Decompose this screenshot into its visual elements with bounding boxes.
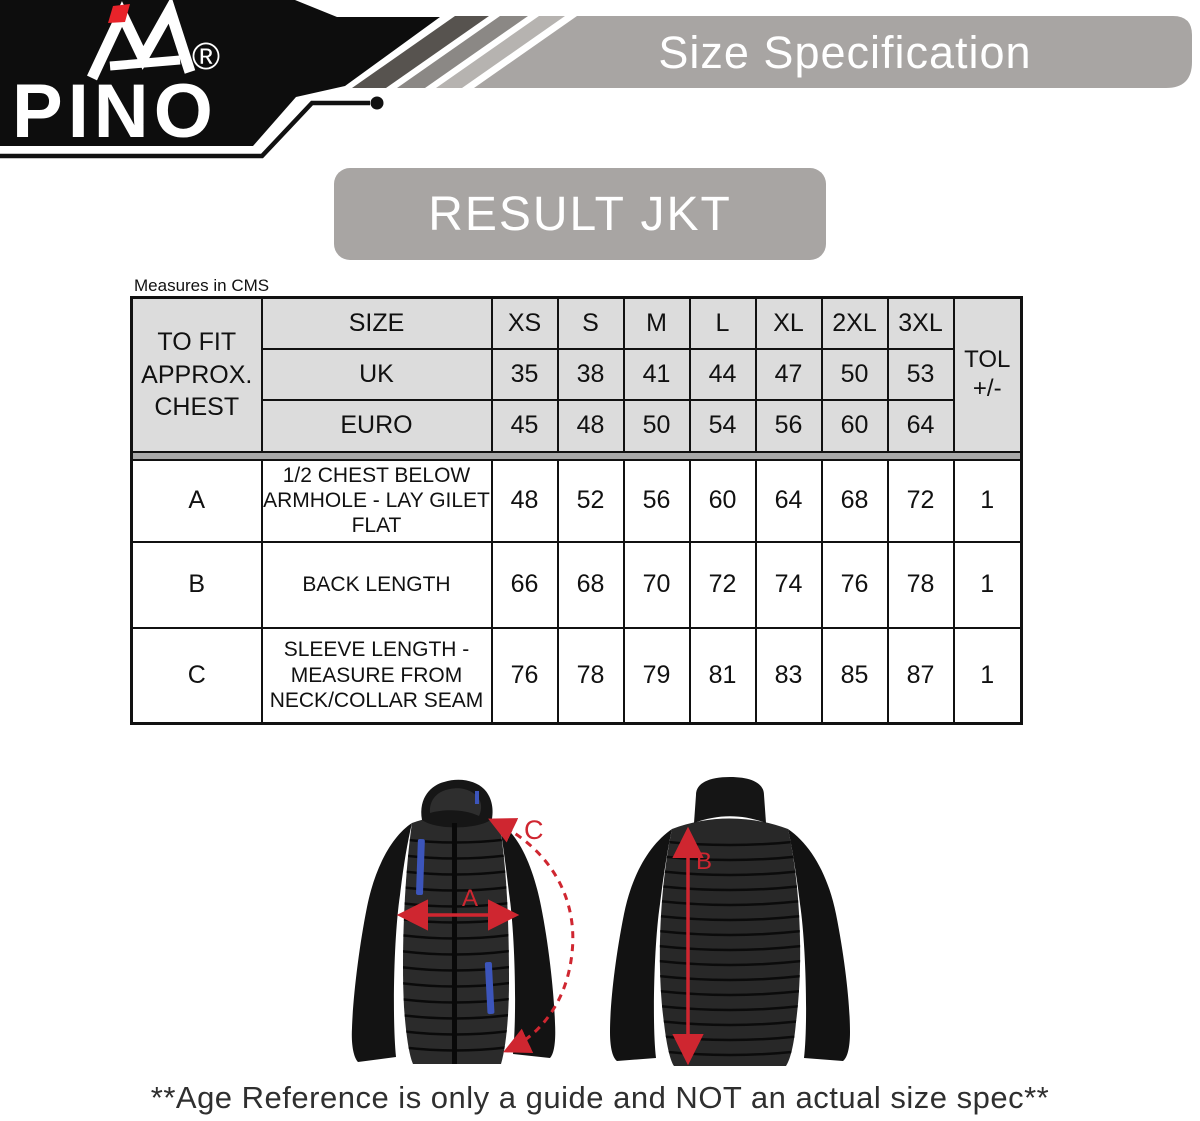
measurement-value: 70	[624, 542, 690, 628]
uk-size-cell: 44	[690, 349, 756, 400]
back-body	[660, 819, 800, 1067]
back-jacket-illustration	[610, 777, 850, 1066]
size-name-cell: XS	[492, 298, 558, 349]
header-row-label-size: SIZE	[262, 298, 492, 349]
page-header	[0, 0, 1200, 170]
uk-size-cell: 47	[756, 349, 822, 400]
uk-size-cell: 41	[624, 349, 690, 400]
jacket-measure-diagram	[310, 765, 890, 1085]
measurement-value: 52	[558, 460, 624, 542]
measurement-value: 48	[492, 460, 558, 542]
uk-size-cell: 38	[558, 349, 624, 400]
size-name-cell: M	[624, 298, 690, 349]
brand-name: PINO	[12, 69, 218, 154]
measure-label-b: B	[696, 848, 713, 875]
tolerance-value: 1	[954, 628, 1022, 724]
front-zipper	[452, 823, 457, 1064]
size-name-cell: L	[690, 298, 756, 349]
euro-size-cell: 45	[492, 400, 558, 452]
front-left-sleeve	[352, 823, 412, 1062]
euro-size-cell: 64	[888, 400, 954, 452]
measurement-value: 56	[624, 460, 690, 542]
product-name-plate	[334, 168, 826, 260]
measurement-value: 72	[690, 542, 756, 628]
measurement-value: 76	[492, 628, 558, 724]
size-spec-table	[130, 296, 1023, 725]
size-name-cell: 3XL	[888, 298, 954, 349]
row-code: A	[132, 460, 262, 542]
separator-band	[132, 452, 1022, 460]
measurement-value: 87	[888, 628, 954, 724]
measurement-value: 79	[624, 628, 690, 724]
uk-size-cell: 53	[888, 349, 954, 400]
age-reference-disclaimer: **Age Reference is only a guide and NOT an actual size spec**	[150, 1080, 1050, 1115]
header-row-label-uk: UK	[262, 349, 492, 400]
euro-size-cell: 48	[558, 400, 624, 452]
measurement-value: 68	[822, 460, 888, 542]
euro-size-cell: 50	[624, 400, 690, 452]
size-name-cell: XL	[756, 298, 822, 349]
row-code: B	[132, 542, 262, 628]
measurement-value: 64	[756, 460, 822, 542]
measurement-value: 78	[888, 542, 954, 628]
product-name: RESULT JKT	[428, 187, 732, 241]
page-title: Size Specification	[658, 27, 1032, 78]
blue-collar-pull	[475, 791, 479, 804]
measurement-value: 85	[822, 628, 888, 724]
tolerance-line2: +/-	[972, 374, 1002, 402]
measurement-desc: SLEEVE LENGTH - MEASURE FROM NECK/COLLAR SEAM	[262, 628, 492, 724]
table-corner-label: TO FIT APPROX. CHEST	[132, 298, 262, 452]
measure-label-a: A	[462, 885, 479, 912]
measurement-value: 78	[558, 628, 624, 724]
measurement-value: 81	[690, 628, 756, 724]
euro-size-cell: 56	[756, 400, 822, 452]
measurement-value: 74	[756, 542, 822, 628]
back-collar	[694, 777, 766, 823]
tolerance-value: 1	[954, 460, 1022, 542]
tolerance-line1: TOL	[964, 345, 1011, 373]
uk-size-cell: 50	[822, 349, 888, 400]
measurement-value: 72	[888, 460, 954, 542]
registered-trademark-icon: ®	[192, 36, 220, 78]
header-body-separator	[132, 452, 1022, 460]
measurement-desc: BACK LENGTH	[262, 542, 492, 628]
measurement-desc: 1/2 CHEST BELOW ARMHOLE - LAY GILET FLAT	[262, 460, 492, 542]
tolerance-header	[954, 298, 1022, 452]
measurement-value: 68	[558, 542, 624, 628]
measurement-value: 76	[822, 542, 888, 628]
euro-size-cell: 60	[822, 400, 888, 452]
measurement-value: 60	[690, 460, 756, 542]
row-code: C	[132, 628, 262, 724]
uk-size-cell: 35	[492, 349, 558, 400]
circuit-dot	[371, 97, 384, 110]
euro-size-cell: 54	[690, 400, 756, 452]
tolerance-value: 1	[954, 542, 1022, 628]
measurement-value: 66	[492, 542, 558, 628]
measure-label-c: C	[524, 815, 544, 845]
size-name-cell: 2XL	[822, 298, 888, 349]
measurement-value: 83	[756, 628, 822, 724]
measures-unit-note: Measures in CMS	[134, 276, 270, 295]
size-name-cell: S	[558, 298, 624, 349]
header-row-label-euro: EURO	[262, 400, 492, 452]
